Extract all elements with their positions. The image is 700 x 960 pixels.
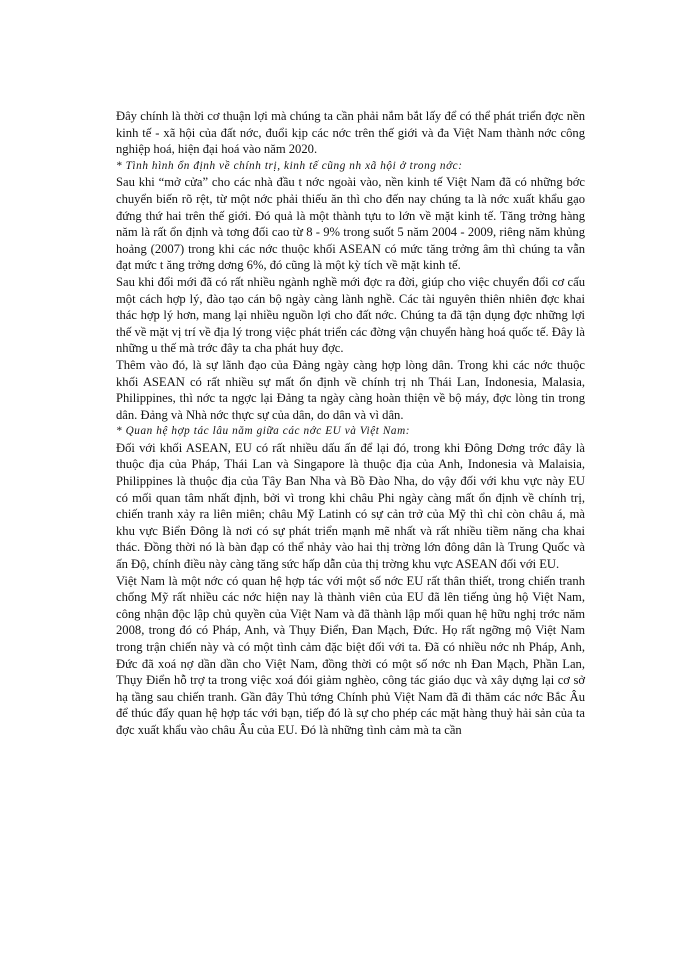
- document-body: [116, 108, 585, 739]
- section-heading-eu-relations: * Quan hệ hợp tác lâu năm giữa các nớc EU và Việt Nam:: [116, 425, 411, 438]
- intro-paragraph: Đây chính là thời cơ thuận lợi mà chúng ta cần phải nắm bắt lấy để có thể phát triển đợc nền kinh tế - xã hội của đất nớc, đuổi kịp các nớc trên thế giới và đa Việt Nam thành nớc công nghiệp hoá, hiện đại hoá vào năm 2020.: [116, 109, 585, 157]
- economy-paragraph: Sau khi “mở cửa” cho các nhà đầu t nớc ngoài vào, nền kinh tế Việt Nam đã có những bớc chuyển biến rõ rệt, từ một nớc phải thiếu ăn thì cho đến nay chúng ta là nớc xuất khẩu gạo đứng thứ hai trên thế giới. Đó quả là một thành tựu to lớn về mặt kinh tế. Tăng trởng hàng năm là rất ổn định và tơng đối cao từ 8 - 9% trong suốt 5 năm 2004 - 2009, riêng năm khủng hoảng (2007) trong khi các nớc thuộc khối ASEAN có mức tăng trởng âm thì chúng ta vẫn đạt mức t ăng trởng dơng 6%, đó cũng là một kỳ tích về mặt kinh tế.: [116, 175, 585, 273]
- section-heading-domestic-stability: * Tình hình ổn định về chính trị, kinh tế cũng nh xã hội ở trong nớc:: [116, 159, 463, 172]
- asean-eu-paragraph: Đối với khối ASEAN, EU có rất nhiều dấu ấn để lại đó, trong khi Đông Dơng trớc đây là thuộc địa của Pháp, Thái Lan và Singapore là thuộc địa của Anh, Indonesia và Malaisia, Philippines là thuộc địa của Tây Ban Nha và Bồ Đào Nha, do vậy đối với khu vực này EU có mối quan tâm nhất định, bởi vì trong khi châu Phi ngày càng mất ổn định về chính trị, chiến tranh xảy ra liên miên; châu Mỹ Latinh có sự cản trở của Mỹ thì chỉ còn châu á, mà khu vực Biển Đông là nơi có sự phát triển mạnh mẽ nhất và rất nhiều tiềm năng cha khai thác. Đồng thời nó là bàn đạp có thể nhảy vào hai thị trờng lớn đông dân là Trung Quốc và ấn Độ, chính điều này càng tăng sức hấp dẫn của thị trờng khu vực ASEAN đối với EU.: [116, 440, 585, 572]
- vietnam-eu-paragraph: Việt Nam là một nớc có quan hệ hợp tác với một số nớc EU rất thân thiết, trong chiến tranh chống Mỹ rất nhiều các nớc hiện nay là thành viên của EU đã lên tiếng ủng hộ Việt Nam, công nhận độc lập chủ quyền của Việt Nam và đã thành lập mối quan hệ hữu nghị trớc năm 2008, trong đó có Pháp, Anh, và Thụy Điển, Đan Mạch, Đức. Họ rất ngỡng mộ Việt Nam trong trận chiến này và có một tình cảm đặc biệt đối với ta. Đã có nhiều nớc nh Pháp, Anh, Đức đã xoá nợ dần dần cho Việt Nam, đồng thời có một số nớc nh Đan Mạch, Phần Lan, Thụy Điển hỗ trợ ta trong việc xoá đói giảm nghèo, công tác giáo dục và xây dựng lại cơ sở hạ tầng sau chiến tranh. Gần đây Thủ tớng Chính phủ Việt Nam đã đi thăm các nớc Bắc Âu để thúc đẩy quan hệ hợp tác với bạn, tiếp đó là sự cho phép các mặt hàng thuỷ hải sản của ta đợc xuất khẩu vào châu Âu của EU. Đó là những tình cảm mà ta cần: [116, 573, 585, 737]
- leadership-paragraph: Thêm vào đó, là sự lãnh đạo của Đảng ngày càng hợp lòng dân. Trong khi các nớc thuộc khối ASEAN có rất nhiều sự mất ổn định về chính trị nh Thái Lan, Indonesia, Malasia, Philippines, thì nớc ta ngợc lại Đảng ta ngày càng hoàn thiện về bộ máy, đợc lòng tin trong dân. Đảng và Nhà nớc thực sự của dân, do dân và vì dân.: [116, 357, 585, 422]
- renovation-paragraph: Sau khi đổi mới đã có rất nhiều ngành nghề mới đợc ra đời, giúp cho việc chuyển đổi cơ cấu một cách hợp lý, đào tạo cán bộ ngày càng lành nghề. Các tài nguyên thiên nhiên đợc khai thác hợp lý hơn, mang lại nhiều nguồn lợi cho đất nớc. Chúng ta đã tận dụng đợc những lợi thế về mặt vị trí về địa lý trong việc phát triển các đờng vận chuyển hàng hoá quốc tế. Đây là những u thế mà trớc đây ta cha phát huy đợc.: [116, 274, 585, 356]
